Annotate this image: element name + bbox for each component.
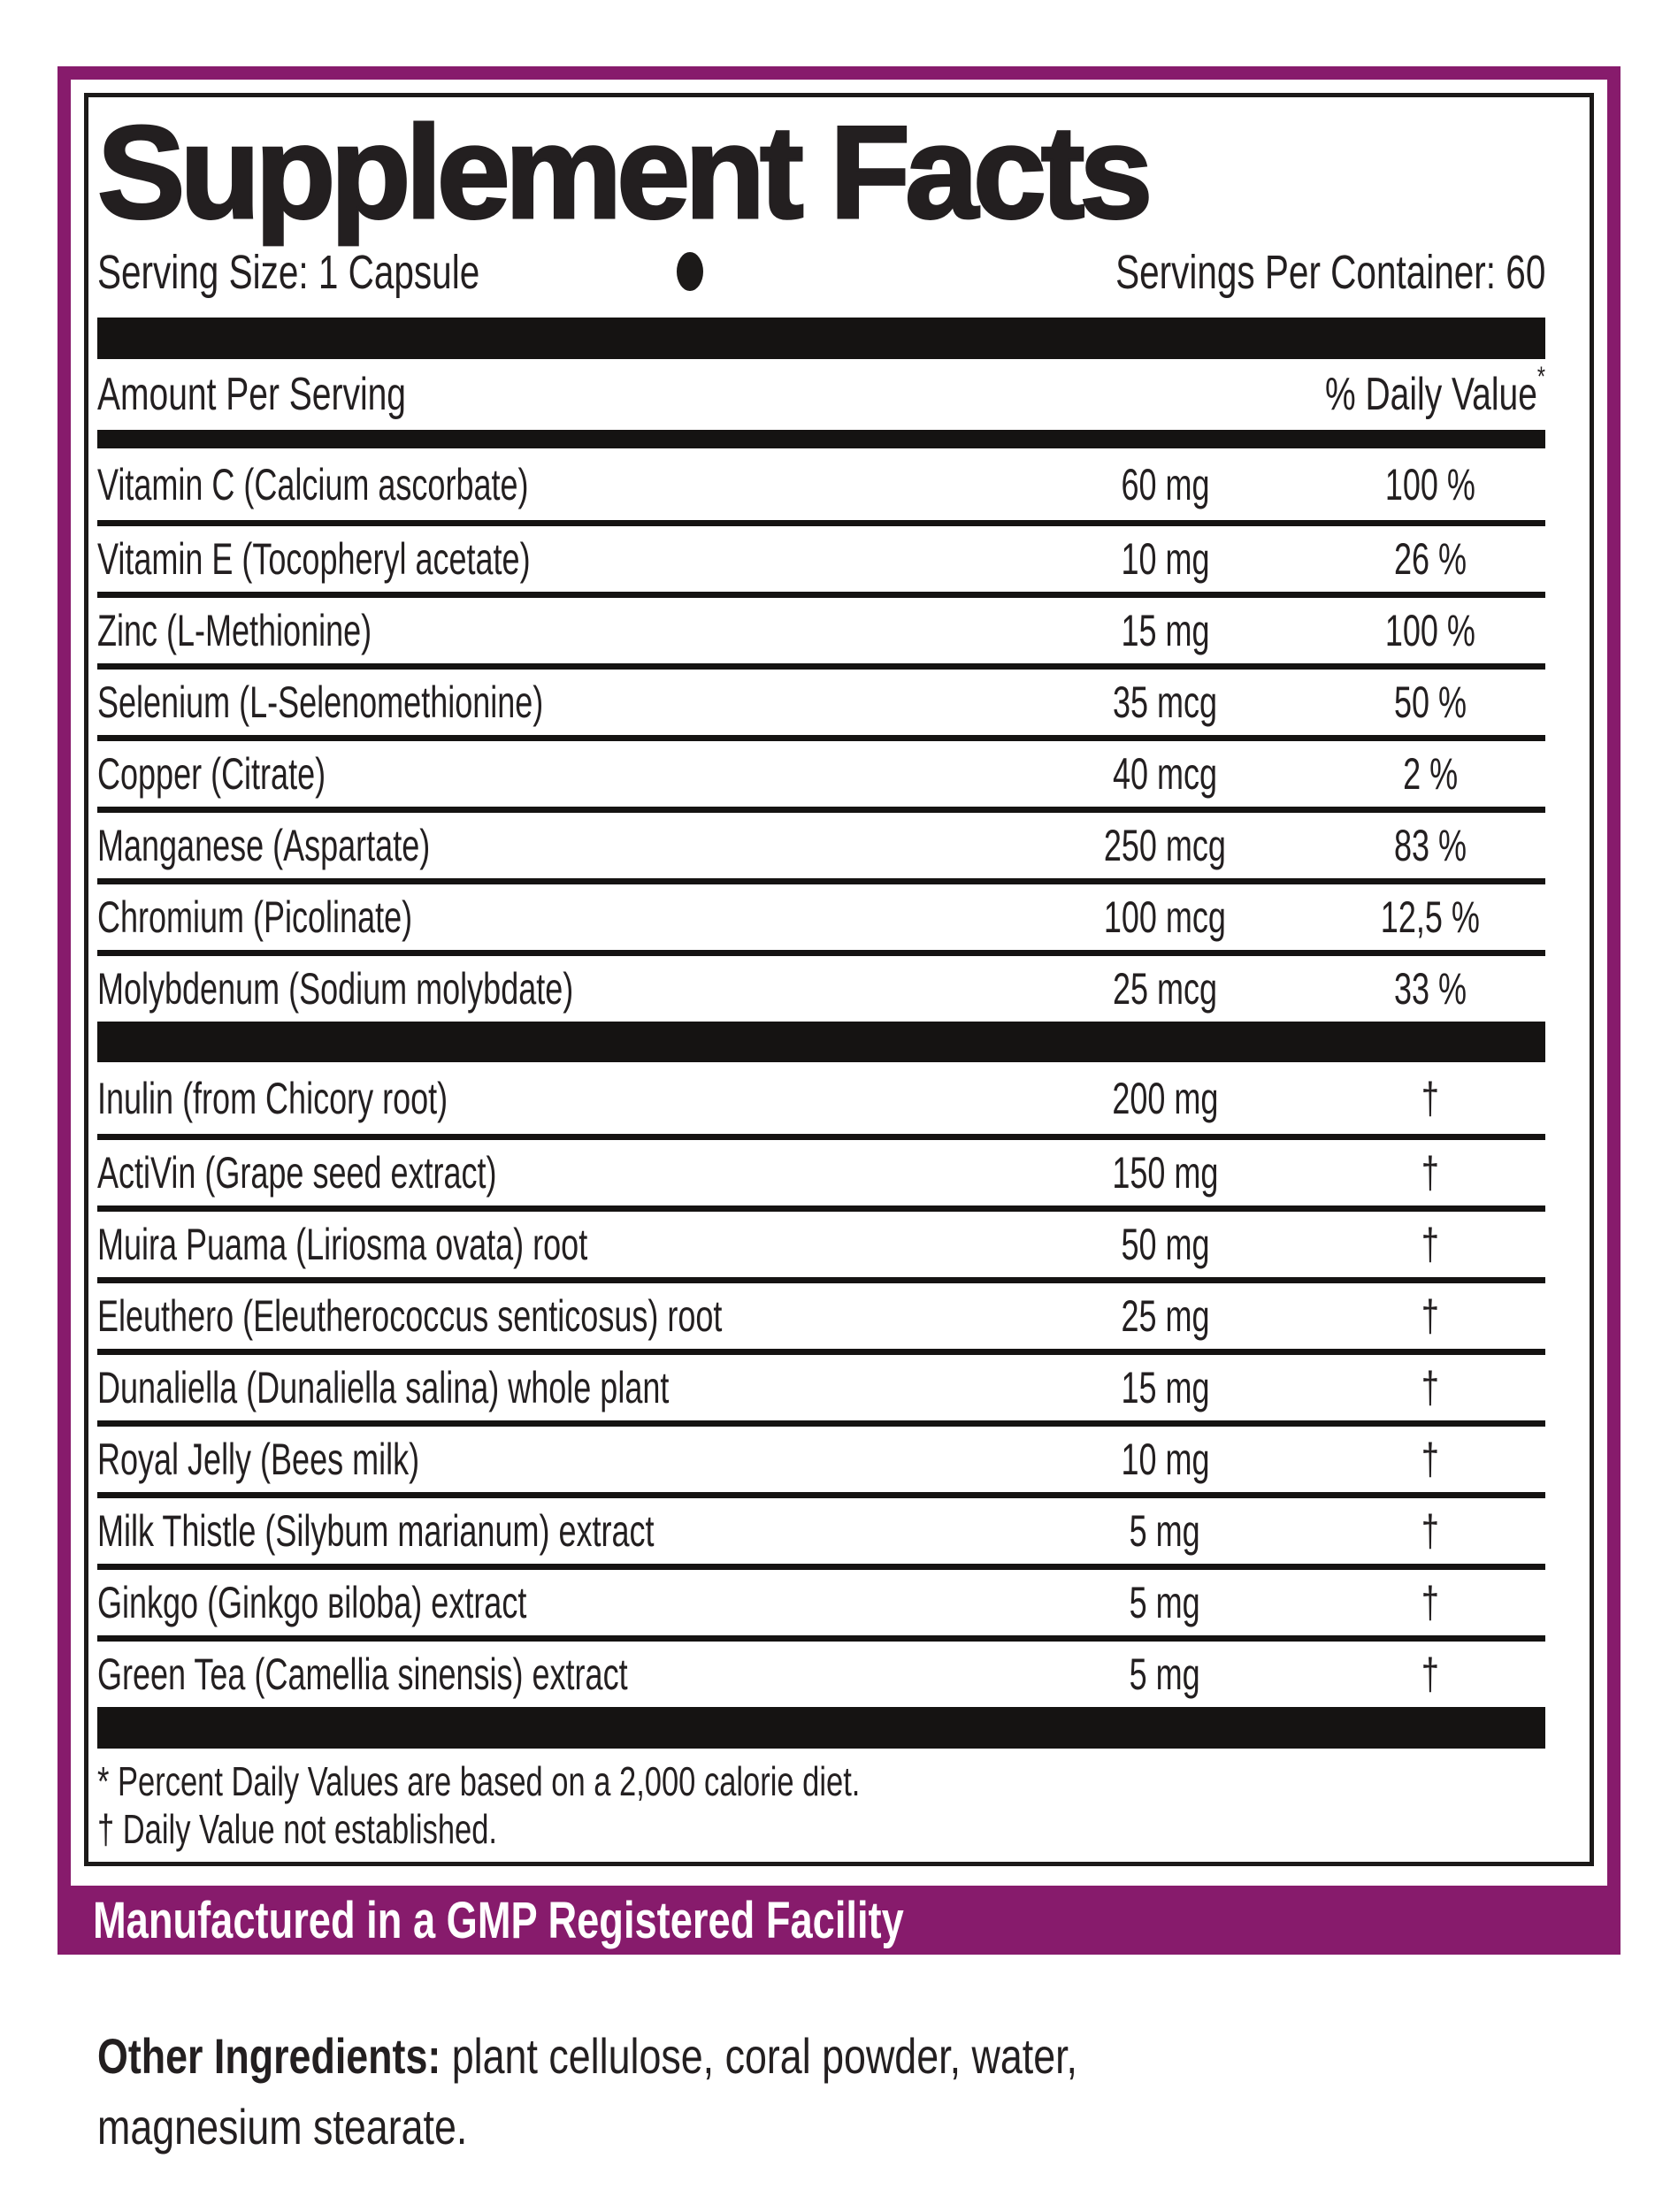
ingredient-amount: 50 mg	[1120, 1220, 1210, 1269]
other-ingredients-label: Other Ingredients:	[97, 2028, 441, 2084]
ingredient-daily-value: 83 %	[1393, 821, 1467, 870]
other-ingredients	[97, 2021, 1194, 2162]
ingredient-amount: 5 mg	[1129, 1506, 1201, 1556]
divider-bar-middle	[97, 1022, 1545, 1062]
ingredient-amount: 250 mcg	[1103, 821, 1227, 870]
gmp-banner	[57, 1886, 1621, 1955]
ingredient-daily-value: †	[1421, 1578, 1440, 1627]
panel-title: Supplement Facts	[97, 98, 1148, 246]
mineral-rows	[97, 448, 1545, 1022]
ingredient-row	[97, 1420, 1545, 1492]
ingredient-daily-value: 50 %	[1393, 677, 1467, 727]
servings-per-container-text: Servings Per Container: 60	[1115, 246, 1545, 299]
ingredient-name: Vitamin E (Tocopheryl acetate)	[97, 534, 531, 584]
ingredient-daily-value: 26 %	[1393, 534, 1467, 584]
ingredient-row	[97, 1062, 1545, 1134]
ingredient-row	[97, 1349, 1545, 1420]
column-header-row	[97, 359, 1545, 430]
divider-bar-top	[97, 318, 1545, 359]
ingredient-amount: 10 mg	[1120, 534, 1210, 584]
ingredient-name: Inulin (from Chicory root)	[97, 1073, 448, 1123]
ingredient-row	[97, 1635, 1545, 1707]
ingredient-amount: 5 mg	[1129, 1578, 1201, 1627]
ingredient-daily-value: †	[1421, 1506, 1440, 1556]
ingredient-amount: 10 mg	[1120, 1435, 1210, 1484]
daily-value-header	[1325, 361, 1545, 421]
ingredient-daily-value: †	[1421, 1073, 1440, 1123]
ingredient-name: ActiVin (Grape seed extract)	[97, 1148, 497, 1198]
ingredient-daily-value: †	[1421, 1148, 1440, 1198]
ingredient-daily-value: 2 %	[1402, 749, 1459, 799]
ingredient-row	[97, 592, 1545, 663]
ingredient-daily-value: †	[1421, 1291, 1440, 1341]
ingredient-name: Chromium (Picolinate)	[97, 892, 413, 942]
ingredient-amount: 60 mg	[1120, 459, 1210, 509]
ingredient-name: Zinc (L-Methionine)	[97, 606, 372, 655]
divider-bar-bottom	[97, 1707, 1545, 1749]
ingredient-daily-value: 100 %	[1384, 606, 1476, 655]
ingredient-row	[97, 1564, 1545, 1635]
botanical-rows	[97, 1062, 1545, 1707]
ingredient-name: Manganese (Aspartate)	[97, 821, 431, 870]
ingredient-row	[97, 735, 1545, 807]
ingredient-name: Molybdenum (Sodium molybdate)	[97, 964, 574, 1014]
ingredient-amount: 25 mcg	[1112, 964, 1218, 1014]
ingredient-row	[97, 520, 1545, 592]
ingredient-row	[97, 950, 1545, 1022]
ingredient-amount: 5 mg	[1129, 1649, 1201, 1699]
other-ingredients-text: plant cellulose, coral powder, water, magnesium stearate.	[97, 2028, 1077, 2155]
footnote-dagger: † Daily Value not established.	[97, 1806, 497, 1853]
facts-panel	[84, 93, 1594, 1866]
ingredient-amount: 150 mg	[1111, 1148, 1219, 1198]
ingredient-row	[97, 663, 1545, 735]
daily-value-header-text: % Daily Value	[1325, 369, 1537, 420]
ingredient-row	[97, 448, 1545, 520]
ingredient-name: Selenium (L-Selenomethionine)	[97, 677, 544, 727]
divider-bar-header	[97, 430, 1545, 448]
ingredient-row	[97, 807, 1545, 878]
ingredient-row	[97, 878, 1545, 950]
ingredient-name: Dunaliella (Dunaliella salina) whole plant	[97, 1363, 670, 1412]
ingredient-daily-value: †	[1421, 1363, 1440, 1412]
daily-value-asterisk: *	[1536, 361, 1545, 392]
ingredient-name: Milk Thistle (Silybum marianum) extract	[97, 1506, 655, 1556]
ingredient-daily-value: 33 %	[1393, 964, 1467, 1014]
ingredient-amount: 15 mg	[1120, 606, 1210, 655]
ingredient-amount: 200 mg	[1111, 1073, 1219, 1123]
ingredient-row	[97, 1277, 1545, 1349]
footnotes	[97, 1757, 1545, 1854]
ingredient-daily-value: †	[1421, 1220, 1440, 1269]
ingredient-name: Muira Puama (Liriosma ovata) root	[97, 1220, 588, 1269]
serving-info-row	[97, 240, 1545, 305]
ingredient-name: Copper (Citrate)	[97, 749, 326, 799]
ingredient-name: Vitamin C (Calcium ascorbate)	[97, 459, 529, 509]
bullet-separator-icon	[677, 252, 703, 291]
ingredient-amount: 100 mcg	[1103, 892, 1227, 942]
amount-per-serving-header: Amount Per Serving	[97, 369, 407, 420]
ingredient-daily-value: †	[1421, 1435, 1440, 1484]
serving-size-text: Serving Size: 1 Capsule	[97, 246, 480, 299]
ingredient-name: Ginkgo (Ginkgo вiloba) extract	[97, 1578, 527, 1627]
ingredient-amount: 35 mcg	[1112, 677, 1218, 727]
ingredient-daily-value: †	[1421, 1649, 1440, 1699]
footnote-percent: * Percent Daily Values are based on a 2,000 calorie diet.	[97, 1758, 861, 1804]
ingredient-name: Green Tea (Camellia sinensis) extract	[97, 1649, 628, 1699]
ingredient-name: Eleuthero (Eleutherococcus senticosus) root	[97, 1291, 723, 1341]
ingredient-daily-value: 100 %	[1384, 459, 1476, 509]
ingredient-amount: 25 mg	[1120, 1291, 1210, 1341]
ingredient-row	[97, 1206, 1545, 1277]
ingredient-name: Royal Jelly (Bees milk)	[97, 1435, 420, 1484]
ingredient-daily-value: 12,5 %	[1380, 892, 1481, 942]
ingredient-row	[97, 1134, 1545, 1206]
gmp-banner-text: Manufactured in a GMP Registered Facility	[93, 1891, 904, 1949]
label-frame	[57, 66, 1621, 1951]
ingredient-row	[97, 1492, 1545, 1564]
ingredient-amount: 15 mg	[1120, 1363, 1210, 1412]
ingredient-amount: 40 mcg	[1112, 749, 1218, 799]
